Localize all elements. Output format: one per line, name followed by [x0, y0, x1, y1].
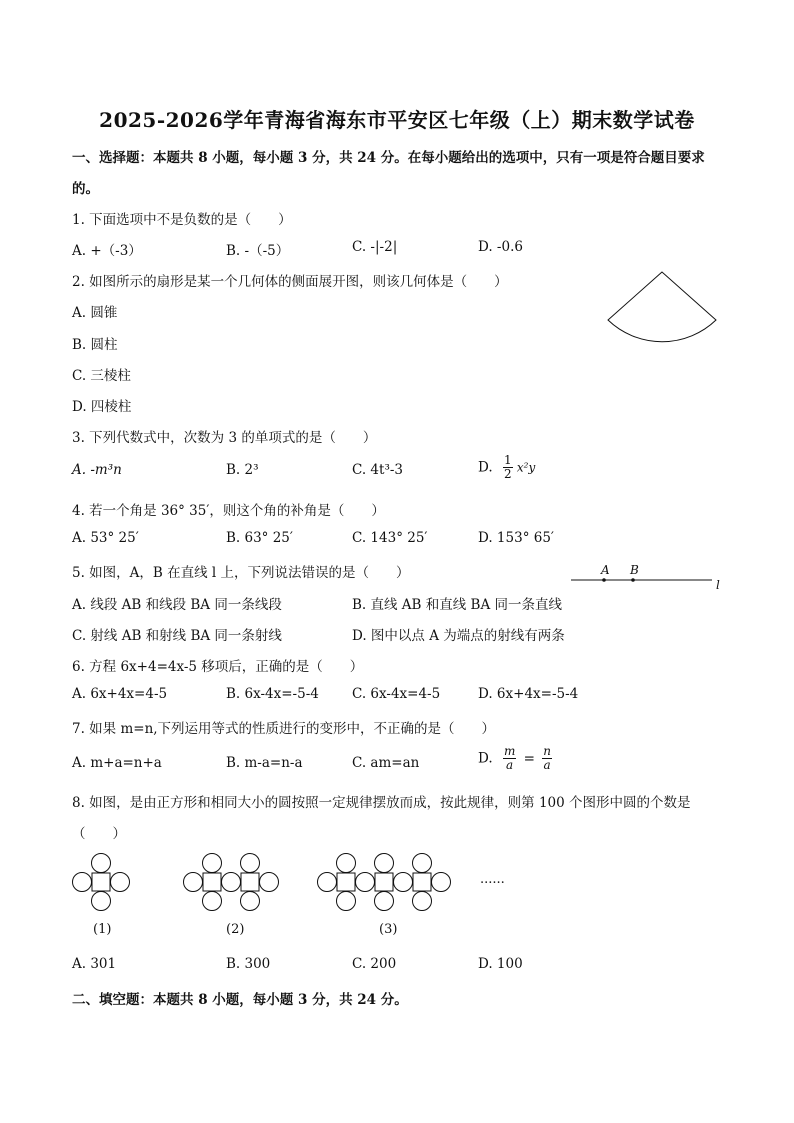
question-4-stem: 4. 若一个角是 36° 35′，则这个角的补角是（ ）	[72, 503, 385, 519]
q1-option-c: C. -|-2|	[352, 239, 398, 255]
pattern-caption-1: (1)	[93, 922, 112, 937]
sector-figure	[600, 268, 725, 353]
section-1-heading-cont: 的。	[72, 181, 99, 197]
question-3-stem: 3. 下列代数式中，次数为 3 的单项式的是（ ）	[72, 430, 377, 446]
q4-option-b: B. 63° 25′	[226, 530, 293, 546]
pattern-ellipsis: ......	[480, 872, 505, 887]
q7-frac-den-right: a	[543, 758, 551, 772]
q2-option-c: C. 三棱柱	[72, 368, 131, 384]
q5-option-d: D. 图中以点 A 为端点的射线有两条	[352, 628, 565, 644]
pattern-caption-2: (2)	[226, 922, 245, 937]
line-l-figure	[566, 562, 726, 594]
q8-option-a: A. 301	[72, 956, 117, 972]
q3-option-d	[478, 454, 535, 481]
question-8-stem: 8. 如图，是由正方形和相同大小的圆按照一定规律摆放而成，按此规律，则第 100 个图形中圆的个数是	[72, 795, 691, 811]
q7-frac-num-right: n	[543, 744, 551, 758]
section-1-heading: 一、选择题：本题共 8 小题，每小题 3 分，共 24 分。在每小题给出的选项中，只有一项是符合题目要求	[72, 150, 705, 166]
point-a-label: A	[601, 563, 610, 577]
q3-frac-den: 2	[503, 467, 512, 481]
q1-option-a: A. +（-3）	[72, 243, 142, 259]
q7-equals-sign: =	[523, 750, 535, 767]
q6-option-d: D. 6x+4x=-5-4	[478, 686, 579, 702]
q8-option-c: C. 200	[352, 956, 397, 972]
q3-frac-tail: x²y	[516, 460, 536, 475]
q7-frac-num-left: m	[503, 744, 516, 758]
q6-option-a: A. 6x+4x=4-5	[72, 686, 168, 702]
q5-option-a: A. 线段 AB 和线段 BA 同一条线段	[72, 597, 282, 613]
q8-option-b: B. 300	[226, 956, 271, 972]
section-2-heading: 二、填空题：本题共 8 小题，每小题 3 分，共 24 分。	[72, 992, 408, 1008]
q3-option-d-label: D.	[478, 459, 493, 476]
question-5-stem: 5. 如图，A，B 在直线 l 上，下列说法错误的是（ ）	[72, 565, 410, 581]
question-6-stem: 6. 方程 6x+4=4x-5 移项后，正确的是（ ）	[72, 659, 364, 675]
q5-option-b: B. 直线 AB 和直线 BA 同一条直线	[352, 597, 563, 613]
q8-option-d: D. 100	[478, 956, 523, 972]
q4-option-d: D. 153° 65′	[478, 530, 554, 546]
q7-option-d	[478, 745, 552, 772]
q3-fraction	[503, 454, 513, 481]
q7-fraction-left	[503, 745, 516, 772]
q6-option-c: C. 6x-4x=4-5	[352, 686, 441, 702]
q7-option-d-label: D.	[478, 750, 493, 767]
q6-option-b: B. 6x-4x=-5-4	[226, 686, 319, 702]
q2-option-d: D. 四棱柱	[72, 399, 132, 415]
question-2-stem: 2. 如图所示的扇形是某一个几何体的侧面展开图，则该几何体是（ ）	[72, 274, 508, 290]
question-7-stem: 7. 如果 m=n,下列运用等式的性质进行的变形中，不正确的是（ ）	[72, 721, 496, 737]
q7-frac-den-left: a	[506, 758, 514, 772]
q7-option-c: C. am=an	[352, 755, 420, 771]
q3-frac-num: 1	[503, 453, 512, 467]
line-l-label: l	[716, 578, 720, 592]
q1-option-d: D. -0.6	[478, 239, 523, 255]
q2-option-b: B. 圆柱	[72, 337, 118, 353]
question-8-stem-cont: （ ）	[72, 826, 126, 842]
question-1-stem: 1. 下面选项中不是负数的是（ ）	[72, 212, 292, 228]
q1-option-b: B. -（-5）	[226, 243, 290, 259]
point-b-label: B	[630, 563, 639, 577]
q7-fraction-right	[542, 745, 552, 772]
q7-option-b: B. m-a=n-a	[226, 755, 303, 771]
q3-option-b: B. 2³	[226, 462, 259, 478]
circle-square-pattern-figure	[68, 850, 468, 916]
q4-option-a: A. 53° 25′	[72, 530, 139, 546]
pattern-caption-3: (3)	[379, 922, 398, 937]
q3-option-a: A. -m³n	[72, 462, 122, 478]
q3-option-c: C. 4t³-3	[352, 462, 404, 478]
q2-option-a: A. 圆锥	[72, 305, 118, 321]
page-title: 2025-2026学年青海省海东市平安区七年级（上）期末数学试卷	[99, 108, 695, 132]
q7-option-a: A. m+a=n+a	[72, 755, 162, 771]
q4-option-c: C. 143° 25′	[352, 530, 428, 546]
q5-option-c: C. 射线 AB 和射线 BA 同一条射线	[72, 628, 282, 644]
